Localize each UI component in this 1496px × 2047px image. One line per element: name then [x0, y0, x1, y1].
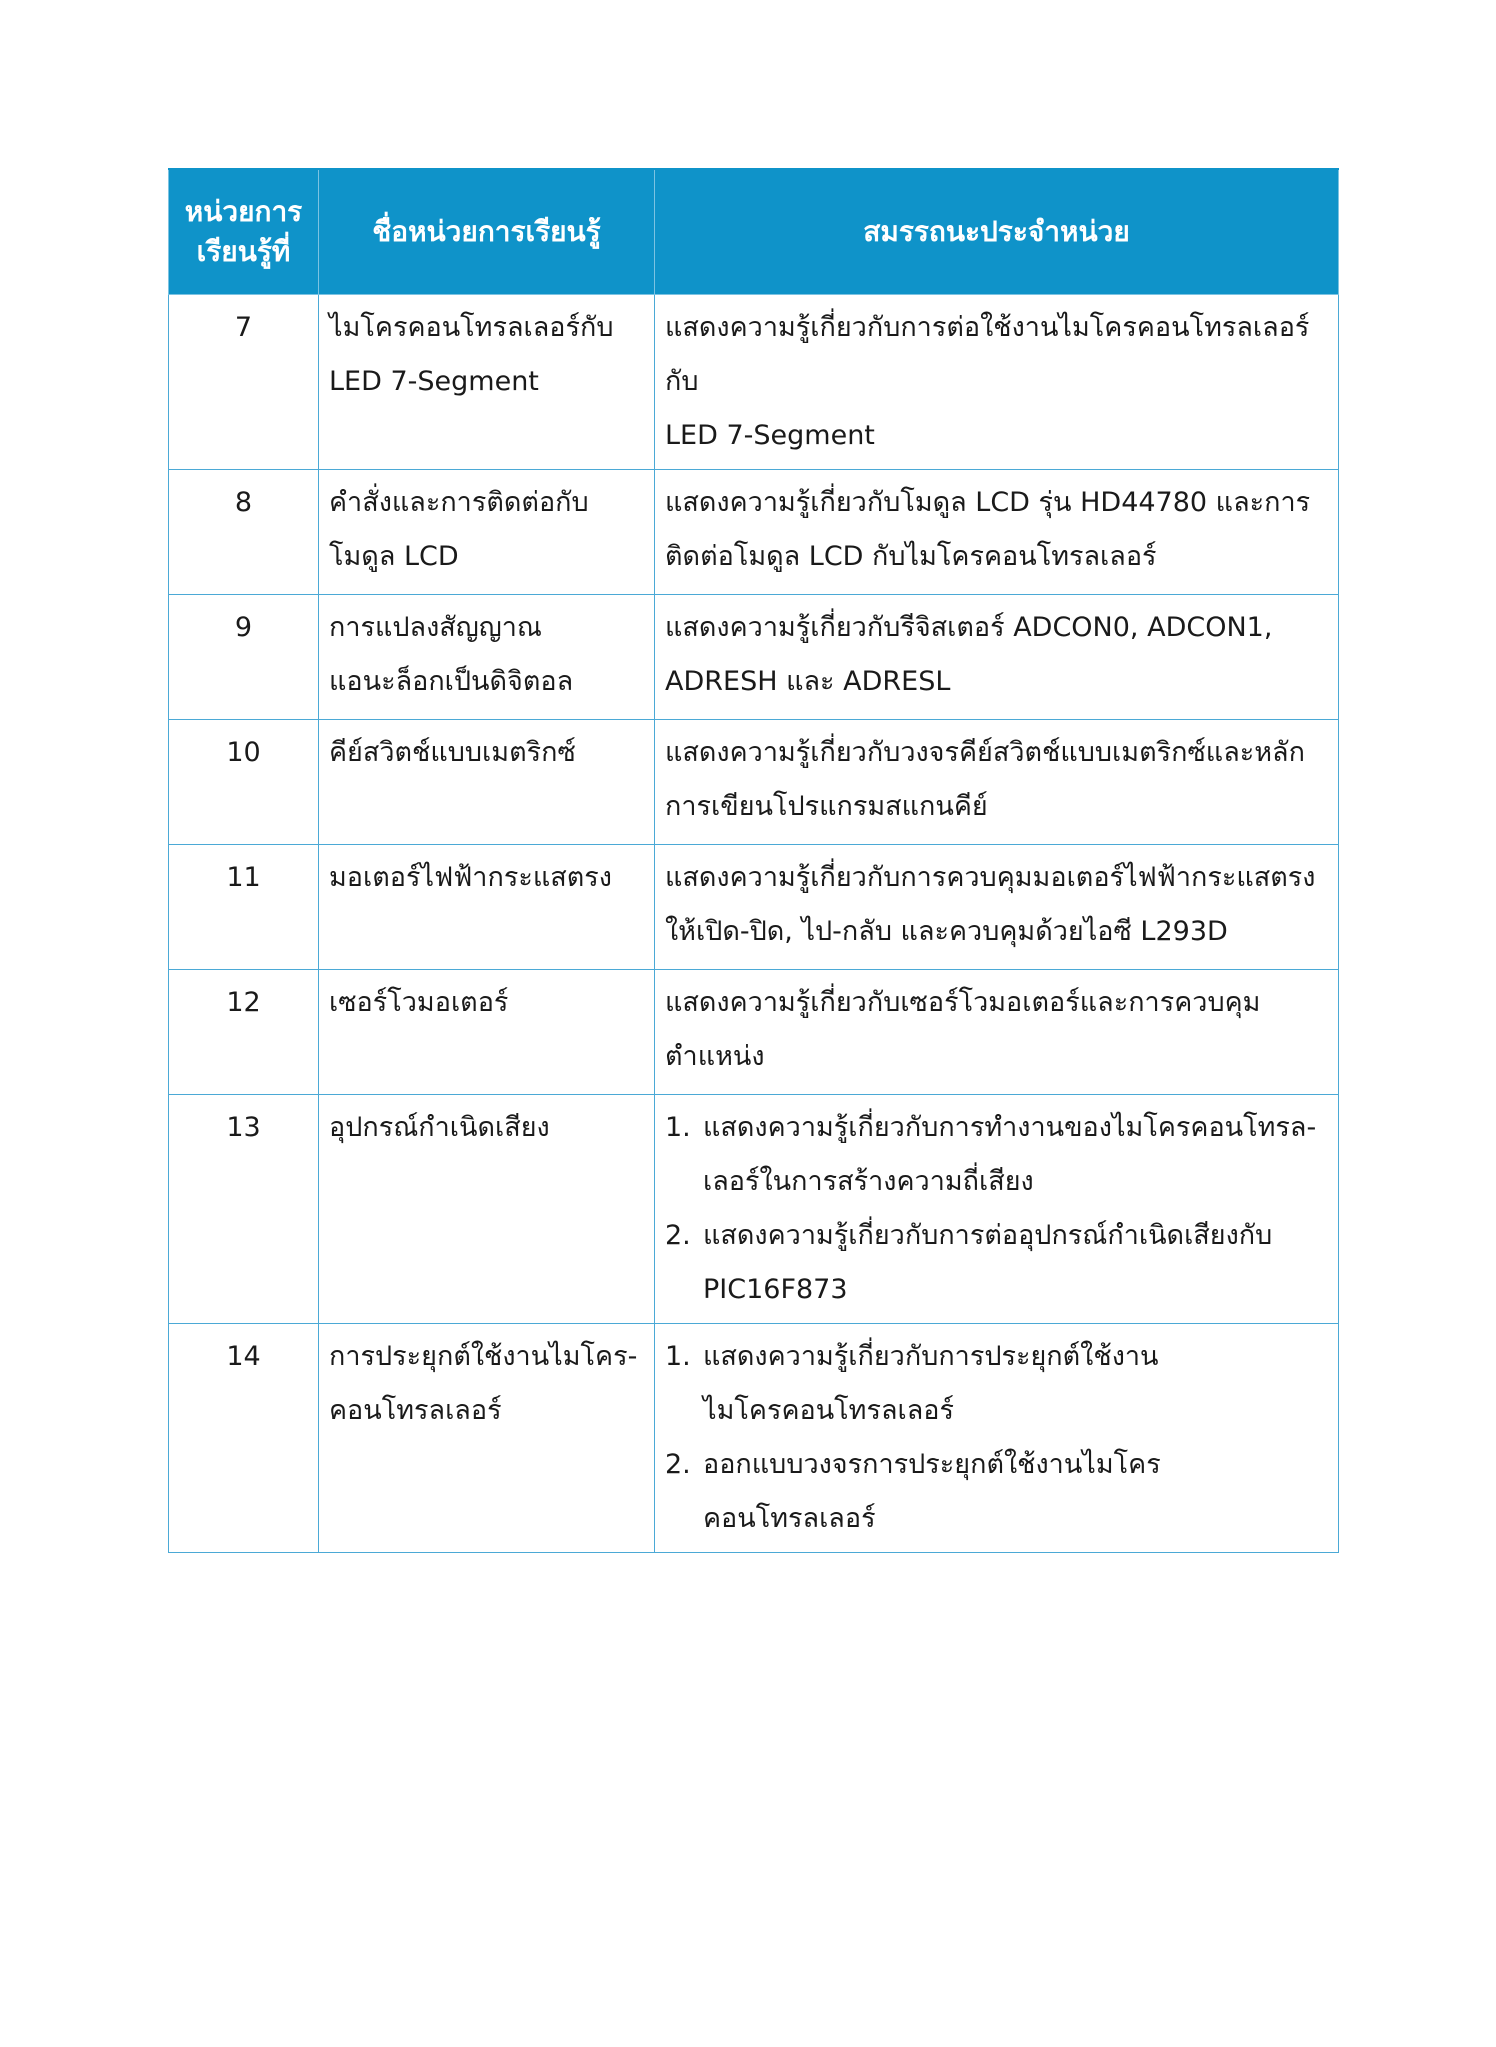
table-row: [169, 595, 1339, 720]
header-unit-name: ชื่อหน่วยการเรียนรู้: [319, 169, 655, 295]
competency-list-item: [665, 1101, 1328, 1209]
competency-line: การเขียนโปรแกรมสแกนคีย์: [665, 791, 988, 822]
competency-cell: [655, 1095, 1339, 1324]
list-marker: 1.: [665, 1341, 691, 1372]
unit-name-cell: [319, 470, 655, 595]
competency-cell: [655, 295, 1339, 470]
unit-number-cell: 12: [169, 970, 319, 1095]
unit-name-line: คำสั่งและการติดต่อกับ: [329, 487, 589, 518]
competency-cell: [655, 845, 1339, 970]
unit-name-line: มอเตอร์ไฟฟ้ากระแสตรง: [329, 862, 612, 893]
unit-name-cell: [319, 1095, 655, 1324]
competency-line: ให้เปิด-ปิด, ไป-กลับ และควบคุมด้วยไอซี L293D: [665, 916, 1228, 947]
header-competency: สมรรถนะประจำหน่วย: [655, 169, 1339, 295]
competency-list-item: [665, 1209, 1328, 1317]
table-row: [169, 970, 1339, 1095]
competency-line: ADRESH และ ADRESL: [665, 666, 951, 697]
table-header-row: [169, 169, 1339, 295]
unit-name-cell: [319, 970, 655, 1095]
unit-name-cell: [319, 295, 655, 470]
unit-name-line: เซอร์โวมอเตอร์: [329, 987, 509, 1018]
competency-cell: [655, 970, 1339, 1095]
competency-cell: [655, 595, 1339, 720]
competency-line: แสดงความรู้เกี่ยวกับการประยุกต์ใช้งาน: [703, 1341, 1159, 1372]
competency-cell: [655, 720, 1339, 845]
unit-name-cell: [319, 1324, 655, 1553]
unit-name-line: LED 7-Segment: [329, 366, 539, 397]
competency-line: ออกแบบวงจรการประยุกต์ใช้งานไมโครคอนโทรลเลอร์: [703, 1449, 1161, 1534]
unit-number-cell: 14: [169, 1324, 319, 1553]
table-row: [169, 470, 1339, 595]
list-marker: 2.: [665, 1449, 691, 1480]
competency-line: PIC16F873: [703, 1274, 848, 1305]
table-row: [169, 295, 1339, 470]
competency-line: เลอร์ในการสร้างความถี่เสียง: [703, 1166, 1034, 1197]
competency-line: แสดงความรู้เกี่ยวกับโมดูล LCD รุ่น HD44780 และการ: [665, 487, 1311, 518]
competency-line: แสดงความรู้เกี่ยวกับการควบคุมมอเตอร์ไฟฟ้ากระแสตรง: [665, 862, 1316, 893]
unit-number-cell: 8: [169, 470, 319, 595]
competency-line: แสดงความรู้เกี่ยวกับวงจรคีย์สวิตช์แบบเมตริกซ์และหลัก: [665, 737, 1305, 768]
unit-name-cell: [319, 595, 655, 720]
table-row: [169, 1095, 1339, 1324]
unit-name-line: คอนโทรลเลอร์: [329, 1395, 502, 1426]
competency-line: แสดงความรู้เกี่ยวกับเซอร์โวมอเตอร์และการควบคุม: [665, 987, 1261, 1018]
competency-line: ตำแหน่ง: [665, 1041, 765, 1072]
list-marker: 1.: [665, 1112, 691, 1143]
competency-list: [665, 1101, 1328, 1317]
unit-number-cell: 7: [169, 295, 319, 470]
unit-name-line: อุปกรณ์กำเนิดเสียง: [329, 1112, 550, 1143]
unit-number-cell: 11: [169, 845, 319, 970]
unit-number-cell: 13: [169, 1095, 319, 1324]
competency-cell: [655, 1324, 1339, 1553]
competency-line: แสดงความรู้เกี่ยวกับการต่ออุปกรณ์กำเนิดเสียงกับ: [703, 1220, 1273, 1251]
table-body: [169, 295, 1339, 1553]
table-row: [169, 845, 1339, 970]
header-unit-number-line2: เรียนรู้ที่: [196, 235, 291, 268]
competency-list-item: [665, 1438, 1328, 1546]
competency-line: แสดงความรู้เกี่ยวกับการต่อใช้งานไมโครคอนโทรลเลอร์กับ: [665, 312, 1310, 397]
unit-name-line: คีย์สวิตช์แบบเมตริกซ์: [329, 737, 576, 768]
table-row: [169, 720, 1339, 845]
unit-number-cell: 10: [169, 720, 319, 845]
unit-name-line: การประยุกต์ใช้งานไมโคร-: [329, 1341, 638, 1372]
unit-name-line: โมดูล LCD: [329, 541, 459, 572]
competency-line: แสดงความรู้เกี่ยวกับรีจิสเตอร์ ADCON0, ADCON1,: [665, 612, 1273, 643]
unit-name-line: แอนะล็อกเป็นดิจิตอล: [329, 666, 574, 697]
unit-name-line: การแปลงสัญญาณ: [329, 612, 542, 643]
competency-line: LED 7-Segment: [665, 420, 875, 451]
competency-line: ไมโครคอนโทรลเลอร์: [703, 1395, 955, 1426]
unit-name-line: ไมโครคอนโทรลเลอร์กับ: [329, 312, 614, 343]
competency-list: [665, 1330, 1328, 1546]
competency-list-item: [665, 1330, 1328, 1438]
unit-name-cell: [319, 720, 655, 845]
list-marker: 2.: [665, 1220, 691, 1251]
competency-line: ติดต่อโมดูล LCD กับไมโครคอนโทรลเลอร์: [665, 541, 1157, 572]
unit-number-cell: 9: [169, 595, 319, 720]
competency-cell: [655, 470, 1339, 595]
competency-line: แสดงความรู้เกี่ยวกับการทำงานของไมโครคอนโทรล-: [703, 1112, 1317, 1143]
header-unit-number-line1: หน่วยการ: [184, 195, 303, 228]
header-unit-number: [169, 169, 319, 295]
unit-name-cell: [319, 845, 655, 970]
learning-units-table: [168, 168, 1339, 1553]
table-row: [169, 1324, 1339, 1553]
